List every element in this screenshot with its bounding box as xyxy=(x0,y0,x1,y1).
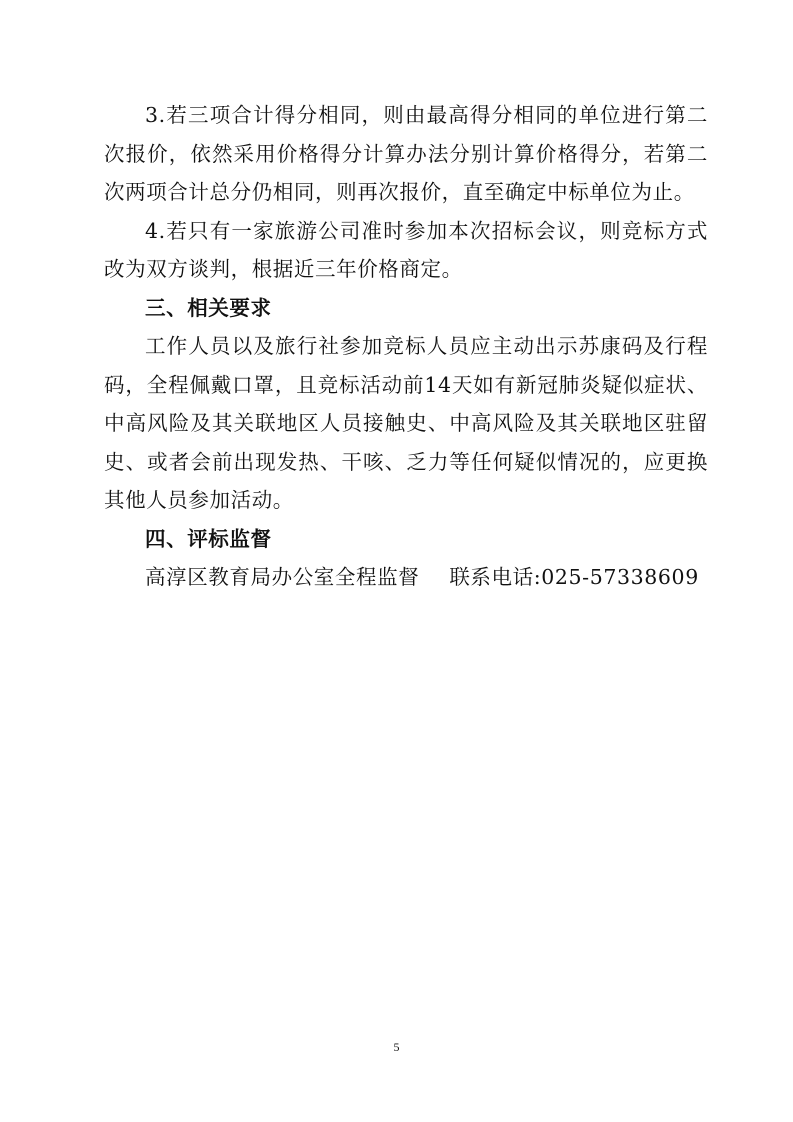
section-heading-supervision: 四、评标监督 xyxy=(145,526,272,551)
contact-phone: 025-57338609 xyxy=(541,565,699,589)
contact-label: 联系电话: xyxy=(449,565,542,589)
document-body xyxy=(104,96,708,597)
paragraph-item-3: 3.若三项合计得分相同，则由最高得分相同的单位进行第二次报价，依然采用价格得分计算办法分别计算价格得分，若第二次两项合计总分仍相同，则再次报价，直至确定中标单位为止。 xyxy=(104,103,708,204)
section-heading-requirements: 三、相关要求 xyxy=(145,295,272,320)
page-number: 5 xyxy=(393,1040,400,1054)
supervisor-text: 高淳区教育局办公室全程监督 xyxy=(145,565,420,589)
paragraph-item-4: 4.若只有一家旅游公司准时参加本次招标会议，则竞标方式改为双方谈判，根据近三年价格商定。 xyxy=(104,218,708,281)
supervision-line xyxy=(104,558,708,597)
requirements-paragraph: 工作人员以及旅行社参加竞标人员应主动出示苏康码及行程码，全程佩戴口罩，且竞标活动前14天如有新冠肺炎疑似症状、中高风险及其关联地区人员接触史、中高风险及其关联地区驻留史、或者会前出现发热、干咳、乏力等任何疑似情况的，应更换其他人员参加活动。 xyxy=(104,334,708,512)
